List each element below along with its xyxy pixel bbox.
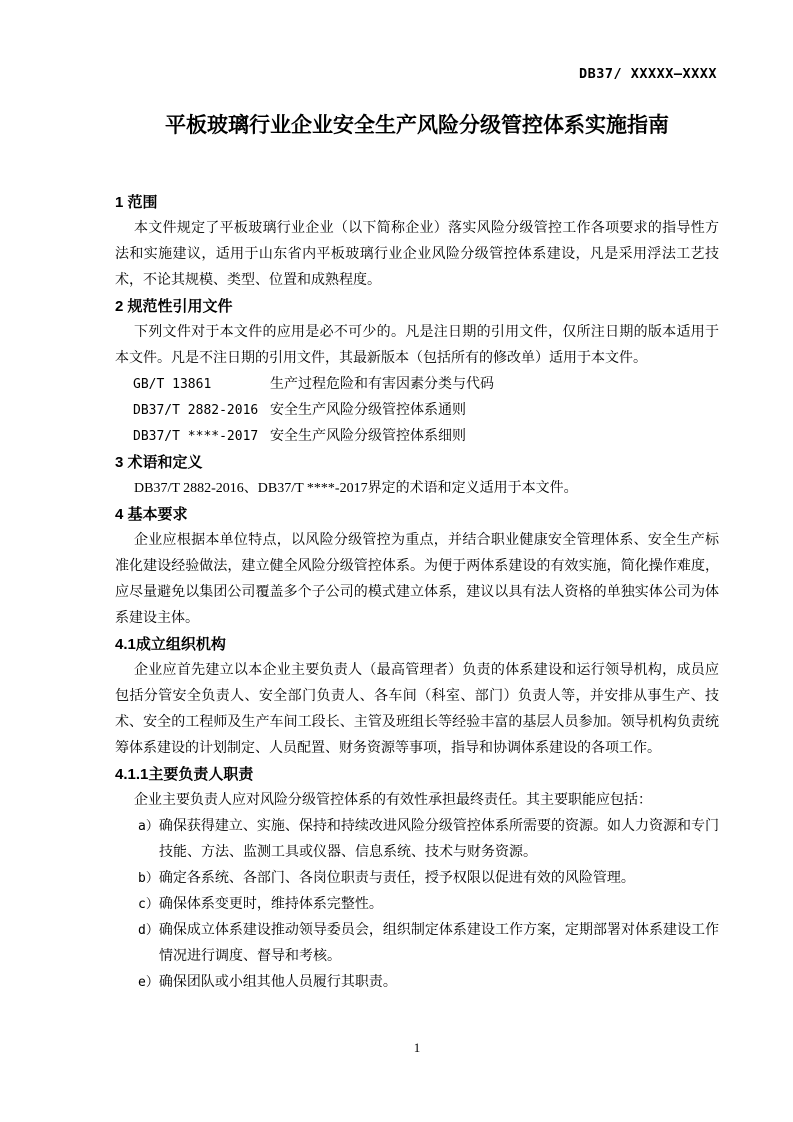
doc-number: DB37/ XXXXX—XXXX <box>578 66 717 82</box>
body-paragraph: 企业应首先建立以本企业主要负责人（最高管理者）负责的体系建设和运行领导机构，成员应包括分管安全负责人、安全部门负责人、各车间（科室、部门）负责人等，并安排从事生产、技术、安全的工程师及生产车间工段长、主管及班组长等经验丰富的基层人员参加。领导机构负责统筹体系建设的计划制定、人员配置、财务资源等事项，指导和协调体系建设的各项工作。 <box>115 663 719 756</box>
reference-row <box>115 424 719 450</box>
body-paragraph: DB37/T 2882-2016、DB37/T ****-2017界定的术语和定义适用于本文件。 <box>134 481 578 496</box>
list-item-text: 确保成立体系建设推动领导委员会，组织制定体系建设工作方案，定期部署对体系建设工作情况进行调度、督导和考核。 <box>158 923 720 964</box>
reference-code: GB/T 13861 <box>133 377 212 392</box>
reference-title: 安全生产风险分级管控体系通则 <box>270 403 466 418</box>
list-item-text: 确保体系变更时，维持体系完整性。 <box>158 897 383 912</box>
list-item-marker: e） <box>138 975 159 990</box>
section-heading: 2 规范性引用文件 <box>115 298 233 315</box>
section-heading: 4.1成立组织机构 <box>115 636 226 653</box>
body-paragraph: 下列文件对于本文件的应用是必不可少的。凡是注日期的引用文件，仅所注日期的版本适用于本文件。凡是不注日期的引用文件，其最新版本（包括所有的修改单）适用于本文件。 <box>115 325 719 366</box>
section <box>115 632 719 762</box>
list-item <box>115 892 719 918</box>
reference-code: DB37/T ****-2017 <box>133 429 259 444</box>
reference-title: 生产过程危险和有害因素分类与代码 <box>270 377 494 392</box>
list-item-marker: d） <box>138 923 159 938</box>
list-item <box>115 866 719 892</box>
list-item <box>115 814 719 866</box>
list-item <box>115 918 719 970</box>
reference-row <box>115 372 719 398</box>
section-heading: 4.1.1主要负责人职责 <box>115 766 254 783</box>
list-item <box>115 970 719 996</box>
section-heading: 4 基本要求 <box>115 506 188 523</box>
section <box>115 502 719 632</box>
section-heading: 1 范围 <box>115 194 158 211</box>
list-item-marker: c） <box>138 897 159 912</box>
doc-title: 平板玻璃行业企业安全生产风险分级管控体系实施指南 <box>165 114 669 137</box>
list-item-marker: a） <box>138 819 159 834</box>
section <box>115 190 719 294</box>
section <box>115 762 719 996</box>
reference-row <box>115 398 719 424</box>
section-heading: 3 术语和定义 <box>115 454 203 471</box>
list-item-marker: b） <box>138 871 159 886</box>
list-item-text: 确保团队或小组其他人员履行其职责。 <box>158 975 397 990</box>
section <box>115 450 719 502</box>
list-item-text: 确保获得建立、实施、保持和持续改进风险分级管控体系所需要的资源。如人力资源和专门技能、方法、监测工具或仪器、信息系统、技术与财务资源。 <box>158 819 720 860</box>
section <box>115 294 719 450</box>
document-body <box>115 190 719 996</box>
page-number: 1 <box>413 1040 421 1055</box>
body-paragraph: 企业应根据本单位特点，以风险分级管控为重点，并结合职业健康安全管理体系、安全生产标准化建设经验做法，建立健全风险分级管控体系。为便于两体系建设的有效实施，简化操作难度，应尽量避免以集团公司覆盖多个子公司的模式建立体系，建议以具有法人资格的单独实体公司为体系建设主体。 <box>115 533 719 626</box>
body-paragraph: 本文件规定了平板玻璃行业企业（以下简称企业）落实风险分级管控工作各项要求的指导性方法和实施建议，适用于山东省内平板玻璃行业企业风险分级管控体系建设，凡是采用浮法工艺技术，不论其规模、类型、位置和成熟程度。 <box>115 221 719 288</box>
reference-code: DB37/T 2882-2016 <box>133 403 259 418</box>
list-item-text: 确定各系统、各部门、各岗位职责与责任，授予权限以促进有效的风险管理。 <box>158 871 635 886</box>
reference-title: 安全生产风险分级管控体系细则 <box>270 429 466 444</box>
body-paragraph: 企业主要负责人应对风险分级管控体系的有效性承担最终责任。其主要职能应包括： <box>134 793 652 808</box>
